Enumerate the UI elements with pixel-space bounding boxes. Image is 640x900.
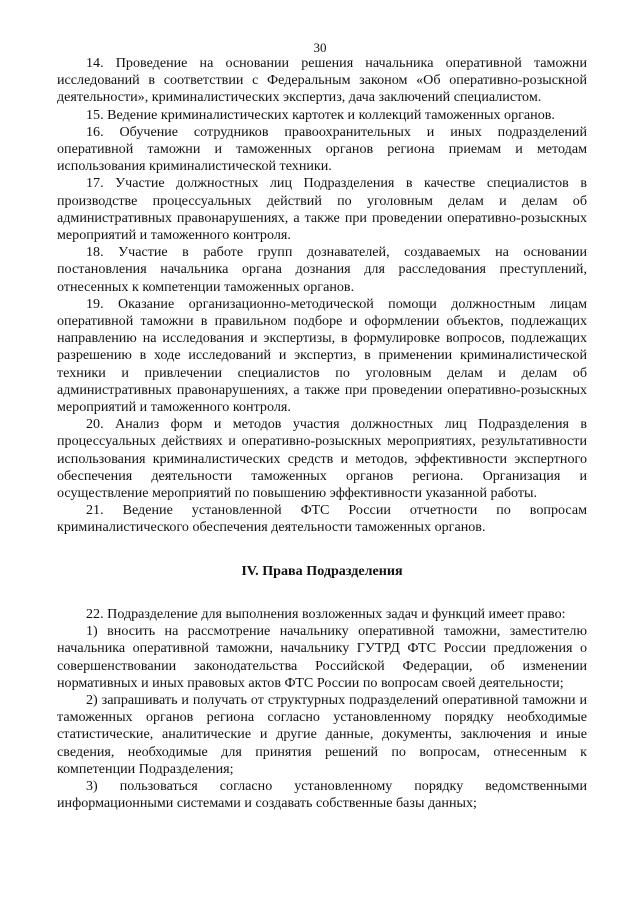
paragraph-16: 16. Обучение сотрудников правоохранительных и иных подразделений оперативной таможни и таможенных органов региона приемам и методам использования криминалистической техники. (57, 123, 587, 175)
document-body (57, 55, 587, 812)
paragraph-17: 17. Участие должностных лиц Подразделения в качестве специалистов в производстве процессуальных действий по уголовным делам и делам об административных правонарушениях, а также при проведении оперативно-розыскных мероприятий и таможенного контроля. (57, 175, 587, 244)
paragraph-15: 15. Ведение криминалистических картотек и коллекций таможенных органов. (86, 106, 555, 123)
list-item-1: 1) вносить на рассмотрение начальнику оперативной таможни, заместителю начальника оперативной таможни, начальнику ГУТРД ФТС России предложения о совершенствовании законодательства Российской Федерации, об изменении нормативных и иных правовых актов ФТС России по вопросам своей деятельности; (57, 623, 587, 691)
paragraph-18: 18. Участие в работе групп дознавателей, создаваемых на основании постановления начальника органа дознания для расследования преступлений, отнесенных к компетенции таможенных органов. (57, 244, 587, 295)
paragraph-22: 22. Подразделение для выполнения возложенных задач и функций имеет право: (86, 605, 566, 622)
section-heading: IV. Права Подразделения (241, 562, 403, 579)
paragraph-20: 20. Анализ форм и методов участия должностных лиц Подразделения в процессуальных действиях и оперативно-розыскных мероприятиях, результативности использования криминалистических средств и методов, эффективности экспертного обеспечения деятельности таможенных органов региона. Организация и осуществление мероприятий по повышению эффективности указанной работы. (57, 416, 587, 502)
page-number: 30 (313, 40, 327, 55)
list-item-2: 2) запрашивать и получать от структурных подразделений оперативной таможни и таможенных органов региона согласно установленному порядку необходимые статистические, аналитические и другие данные, документы, заключения и иные сведения, необходимые для принятия решений по вопросам, отнесенным к компетенции Подразделения; (57, 691, 587, 777)
paragraph-19: 19. Оказание организационно-методической помощи должностным лицам оперативной таможни в правильном подборе и оформлении объектов, подлежащих направлению на исследования и экспертизы, в формулировке вопросов, подлежащих разрешению в ходе исследований и экспертиз, в применении криминалистической техники и привлечении специалистов по уголовным делам и делам об административных правонарушениях, а также при проведении оперативно-розыскных мероприятий и таможенного контроля. (57, 295, 587, 416)
paragraph-21: 21. Ведение установленной ФТС России отчетности по вопросам криминалистического обеспечения деятельности таможенных органов. (57, 502, 587, 536)
paragraph-14: 14. Проведение на основании решения начальника оперативной таможни исследований в соответствии с Федеральным законом «Об оперативно-розыскной деятельности», криминалистических экспертиз, дача заключений специалистом. (57, 55, 587, 106)
list-item-3: 3) пользоваться согласно установленному порядку ведомственными информационными системами и создавать собственные базы данных; (57, 777, 587, 812)
